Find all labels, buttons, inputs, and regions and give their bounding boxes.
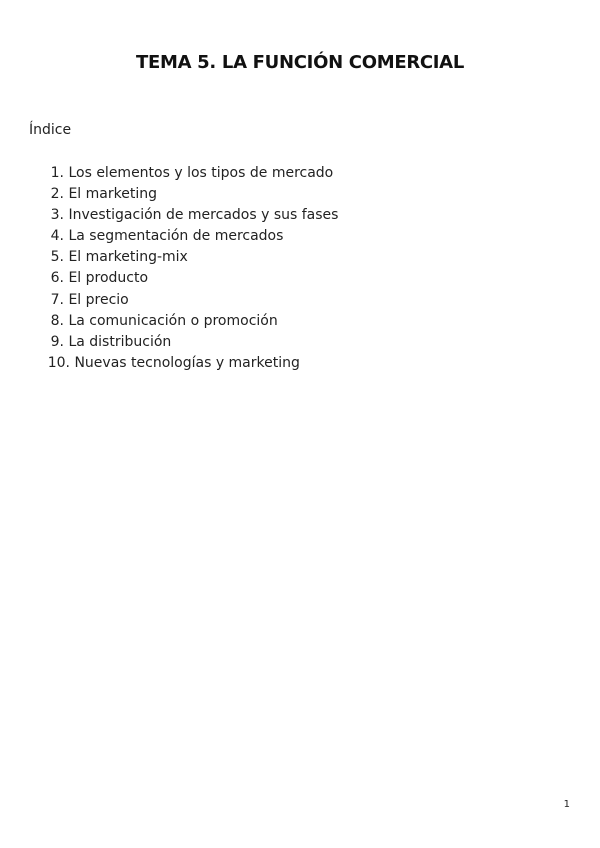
toc-item-2: [29, 184, 509, 205]
toc-item-5: [29, 247, 509, 268]
toc-item-text: Los elementos y los tipos de mercado: [68, 165, 334, 181]
toc-item-text: Nuevas tecnologías y marketing: [74, 354, 300, 371]
table-of-contents: [29, 163, 509, 374]
toc-item-number: 1.: [50, 165, 64, 181]
toc-item-text: La segmentación de mercados: [68, 228, 284, 245]
page-number: 1: [563, 799, 570, 810]
toc-item-text: El marketing: [68, 186, 157, 203]
toc-item-number: 3.: [50, 207, 64, 224]
toc-item-7: [29, 290, 509, 311]
toc-item-number: 2.: [50, 186, 64, 203]
toc-item-text: La distribución: [68, 333, 172, 350]
page-title: TEMA 5. LA FUNCIÓN COMERCIAL: [136, 52, 464, 73]
toc-item-9: [29, 332, 509, 353]
toc-item-3: [29, 205, 509, 226]
toc-item-text: El precio: [68, 291, 129, 308]
toc-item-1: [29, 163, 509, 184]
index-heading: Índice: [29, 122, 72, 138]
toc-item-6: [29, 268, 509, 289]
toc-item-number: 9.: [50, 333, 64, 350]
toc-item-number: 8.: [50, 312, 64, 329]
toc-item-text: Investigación de mercados y sus fases: [68, 207, 339, 224]
toc-item-10: [29, 353, 509, 374]
toc-item-number: 7.: [50, 291, 64, 308]
toc-item-8: [29, 311, 509, 332]
toc-item-text: El marketing-mix: [68, 249, 188, 266]
toc-item-number: 6.: [50, 270, 64, 287]
toc-item-4: [29, 226, 509, 247]
toc-item-number: 5.: [50, 249, 64, 266]
toc-item-number: 10.: [47, 354, 70, 371]
toc-item-number: 4.: [50, 228, 64, 245]
toc-item-text: El producto: [68, 270, 149, 287]
toc-item-text: La comunicación o promoción: [68, 312, 278, 329]
